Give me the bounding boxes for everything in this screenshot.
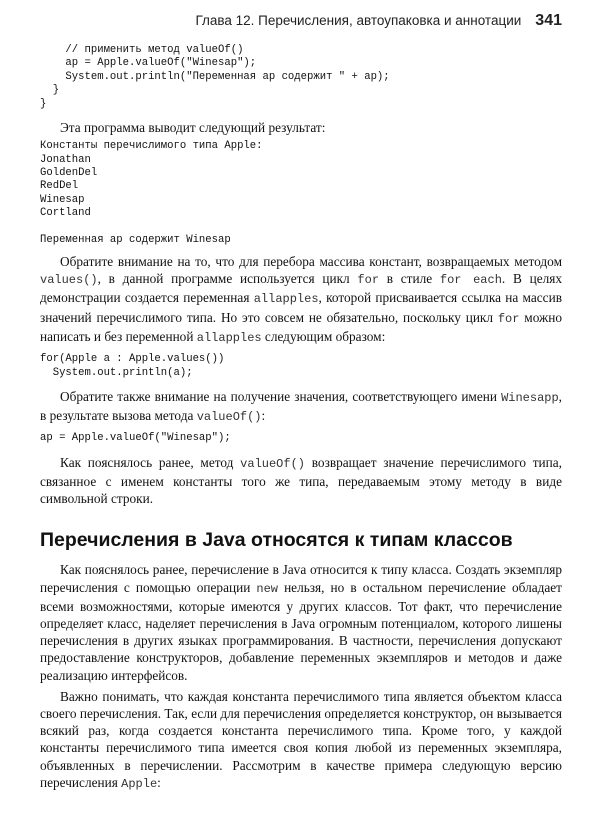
text: Обратите внимание на то, что для перебора массива констант, возвращаемых методом [60, 254, 562, 270]
text: Важно понимать, что каждая константа перечислимого типа является объектом класса своего перечисления. Так, если для перечисления определяется конструктор, он вызывается всякий раз, когда создается константа перечислимого типа. Кроме того, у каждой константы перечислимого типа имеется своя копия любой из переменных экземпляра, объявленных в перечислении. Рассмотрим в качестве примера следующую версию перечисления [40, 688, 562, 790]
paragraph-enum-constants [40, 688, 562, 793]
inline-code: for [357, 273, 380, 288]
inline-code: values() [40, 273, 98, 288]
text: Обратите также внимание на получение значения, соответствующего имени [60, 388, 502, 404]
text: , в данной программе используется цикл [97, 271, 358, 287]
text: : [157, 774, 161, 790]
inline-code: valueOf() [240, 456, 305, 471]
text: . В целях демонстрации создается переменная [40, 271, 563, 306]
code-for-loop: for(Apple a : Apple.values()) System.out.println(a); [40, 353, 225, 379]
page-number: 341 [535, 12, 562, 29]
output-intro: Эта программа выводит следующий результат: [60, 120, 326, 136]
paragraph-values-loop [40, 253, 562, 347]
code-valueof: ap = Apple.valueOf("Winesap"); [40, 432, 231, 445]
text: Как пояснялось ранее, перечисление в Java относится к типу класса. Создать экземпляр перечисления с помощью операции [40, 562, 562, 595]
section-heading: Перечисления в Java относятся к типам классов [40, 529, 513, 552]
chapter-title: Глава 12. Перечисления, автоупаковка и аннотации [195, 13, 522, 28]
text: в стиле [379, 271, 440, 287]
paragraph-valueof-return [40, 454, 562, 508]
code-listing-end: // применить метод valueOf() ap = Apple.valueOf("Winesap"); System.out.println("Переменная ap содержит " + ap); } } [40, 44, 390, 110]
page-content [40, 44, 562, 793]
inline-code: for [497, 311, 520, 326]
text: : [261, 408, 266, 424]
inline-code: Winesapp [501, 390, 559, 405]
program-output: Константы перечислимого типа Apple: Jonathan GoldenDel RedDel Winesap Cortland [40, 140, 263, 220]
inline-code: new [256, 581, 278, 596]
text: , в результате вызова метода [40, 388, 562, 424]
text: возвращает значение перечислимого типа, связанное с именем константы того же типа, передаваемым этому методу в виде символьной строки. [40, 454, 562, 507]
paragraph-valueof [40, 388, 562, 426]
inline-code: valueOf() [196, 410, 262, 425]
inline-code: Apple [121, 776, 158, 791]
running-header [40, 12, 562, 36]
program-output-last: Переменная ap содержит Winesap [40, 233, 231, 246]
inline-code: allapples [196, 330, 262, 345]
inline-code: for each [439, 273, 502, 288]
text: , которой присваивается ссылка на массив значений перечислимого типа. Но это совсем не обязательно, поскольку цикл [40, 290, 562, 325]
paragraph-enum-class [40, 561, 562, 683]
text: следующим образом: [261, 328, 386, 344]
text: нельзя, но в остальном перечисление обладает всеми возможностями, которые имеются у других классов. Тот факт, что перечисление определяет класс, наделяет перечисления в Java огромным потенциалом, которого лишены перечисления в других языках программирования. В частности, перечисления допускают предоставление конструкторов, добавление переменных экземпляров и методов и даже реализацию интерфейсов. [40, 579, 562, 683]
inline-code: allapples [253, 292, 319, 307]
text: можно написать и без переменной [40, 309, 562, 344]
text: Как пояснялось ранее, метод [60, 454, 241, 470]
